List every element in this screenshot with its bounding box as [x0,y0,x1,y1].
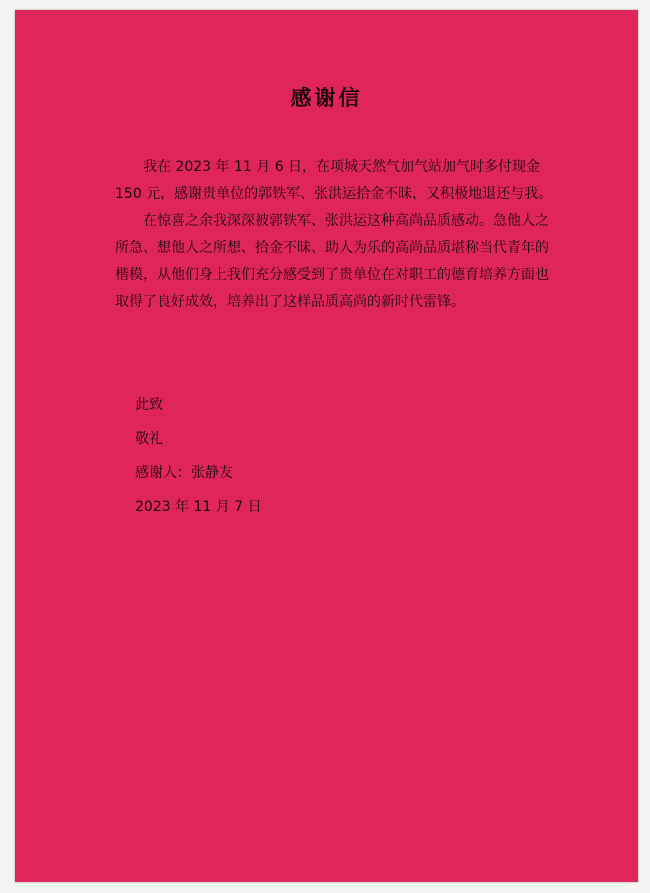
signature: 感谢人：张静友 [135,465,233,481]
regards: 敬礼 [135,431,163,447]
letter-closing [135,388,262,524]
letter-paragraph-1: 我在 2023 年 11 月 6 日，在项城天然气加气站加气时多付现金 150 元，感谢贵单位的郭铁军、张洪运拾金不昧，又积极地退还与我。 [115,159,553,202]
thank-you-letter-page [15,10,638,882]
letter-title: 感谢信 [290,85,363,110]
letter-paragraph-2: 在惊喜之余我深深被郭铁军、张洪运这种高尚品质感动。急他人之所急、想他人之所想、拾金不昧、助人为乐的高尚品质堪称当代青年的楷模，从他们身上我们充分感受到了贵单位在对职工的德育培养方面也取得了良好成效，培养出了这样品质高尚的新时代雷锋。 [115,213,549,310]
letter-date: 2023 年 11 月 7 日 [135,499,262,515]
salutation: 此致 [135,397,163,413]
letter-body [115,154,560,316]
